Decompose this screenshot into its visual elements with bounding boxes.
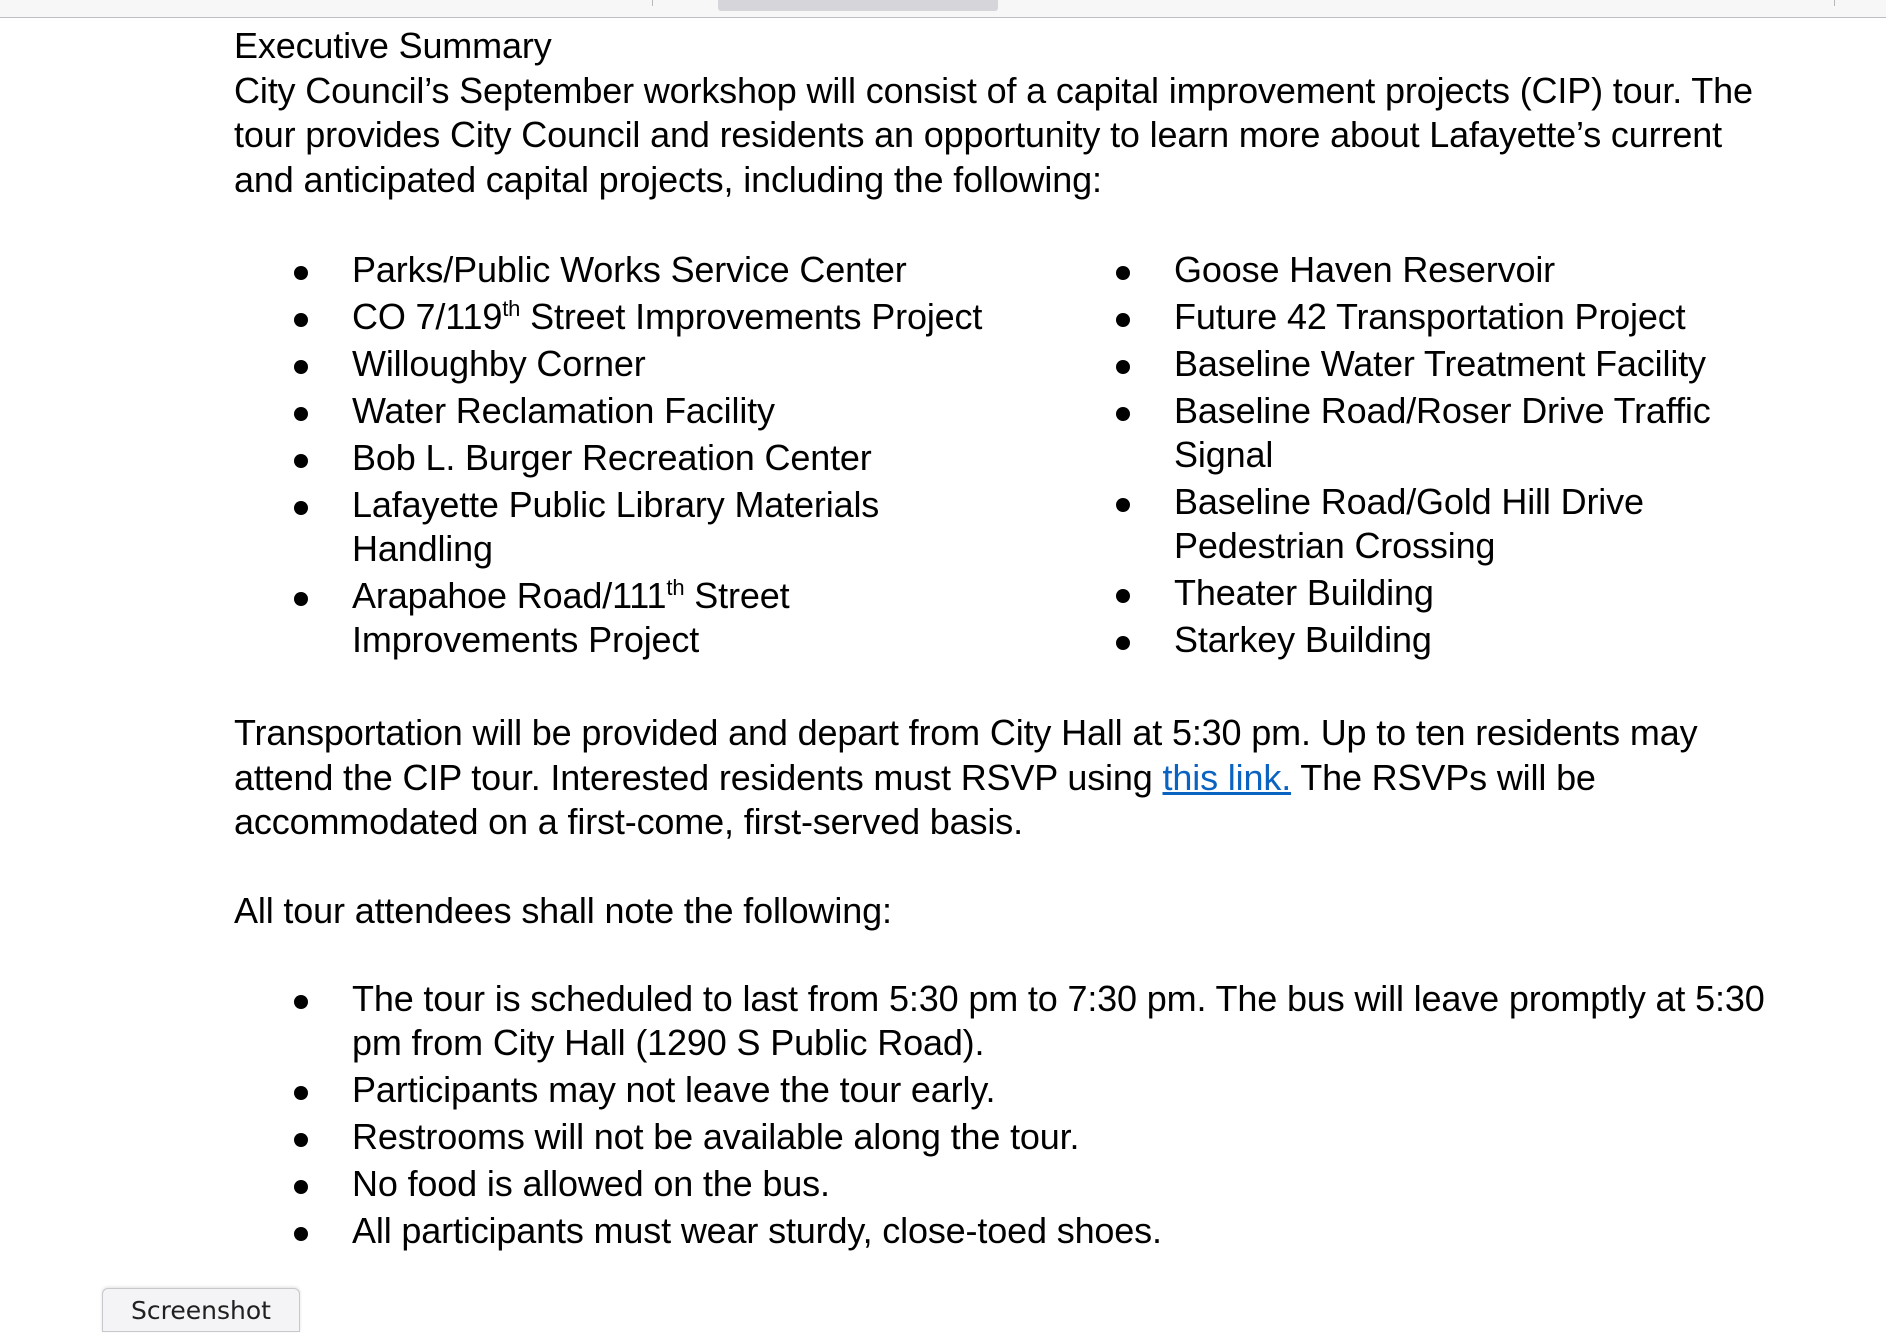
scroll-tab-indicator[interactable] <box>718 0 998 11</box>
list-item-text: Theater Building <box>1174 572 1434 613</box>
list-item-text: The tour is scheduled to last from 5:30 pm to 7:30 pm. The bus will leave promptly at 5:30 pm from City Hall (1290 S Public Road). <box>352 978 1765 1063</box>
list-item <box>234 483 1056 571</box>
bullet-icon <box>294 313 308 327</box>
project-list-left <box>234 248 1056 665</box>
bullet-icon <box>294 454 308 468</box>
list-item-text: Baseline Road/Gold Hill Drive Pedestrian Crossing <box>1174 481 1644 566</box>
list-item <box>1056 248 1756 292</box>
list-item <box>1056 618 1756 662</box>
top-toolbar-strip <box>0 0 1886 18</box>
toolbar-divider <box>652 0 653 6</box>
list-item <box>234 1068 1784 1112</box>
list-item-text: Starkey Building <box>1174 619 1432 660</box>
list-item <box>1056 571 1756 615</box>
list-item-text: Water Reclamation Facility <box>352 390 775 431</box>
list-item-text: Street Improvements Project <box>352 575 790 660</box>
bullet-icon <box>1116 266 1130 280</box>
bullet-icon <box>1116 636 1130 650</box>
list-item <box>234 1162 1784 1206</box>
list-item <box>234 1209 1784 1253</box>
bullet-icon <box>294 407 308 421</box>
bullet-icon <box>1116 407 1130 421</box>
list-item <box>234 574 1056 662</box>
list-item-text: Willoughby Corner <box>352 343 646 384</box>
bullet-icon <box>294 501 308 515</box>
section-heading: Executive Summary <box>234 25 552 66</box>
list-item-text: Lafayette Public Library Materials Handling <box>352 484 880 569</box>
project-list <box>234 248 1784 665</box>
bullet-icon <box>1116 498 1130 512</box>
list-item-text: All participants must wear sturdy, close-toed shoes. <box>352 1210 1162 1251</box>
toolbar-divider <box>1834 0 1835 6</box>
list-item-text: Baseline Road/Roser Drive Traffic Signal <box>1174 390 1711 475</box>
attendees-heading: All tour attendees shall note the following: <box>234 889 892 931</box>
transportation-text-end: The RSVPs will be accommodated on a first-come, first-served basis. <box>234 756 1596 842</box>
list-item <box>234 436 1056 480</box>
list-item-text: Bob L. Burger Recreation Center <box>352 437 872 478</box>
list-item-text: Participants may not leave the tour early. <box>352 1069 996 1110</box>
attendee-notes-list <box>234 977 1784 1253</box>
list-item <box>234 295 1056 339</box>
bullet-icon <box>294 1133 308 1147</box>
ordinal-suffix: th <box>502 296 521 321</box>
list-item <box>1056 295 1756 339</box>
list-item <box>234 248 1056 292</box>
bullet-icon <box>294 266 308 280</box>
list-item-text: Street Improvements Project <box>520 296 983 337</box>
screenshot-tab[interactable]: Screenshot <box>102 1288 300 1332</box>
spacer <box>234 202 1784 246</box>
bullet-icon <box>1116 313 1130 327</box>
list-item <box>1056 342 1756 386</box>
list-item-text: Restrooms will not be available along the tour. <box>352 1116 1080 1157</box>
transportation-paragraph <box>234 711 1784 845</box>
list-item <box>1056 389 1756 477</box>
bullet-icon <box>294 995 308 1009</box>
spacer <box>234 845 1784 889</box>
list-item <box>234 1115 1784 1159</box>
list-item <box>1056 480 1756 568</box>
list-item-text: CO 7/119 <box>352 296 503 337</box>
spacer <box>234 933 1784 977</box>
bullet-icon <box>294 1227 308 1241</box>
list-item <box>234 389 1056 433</box>
rsvp-link[interactable]: this link. <box>1162 756 1292 798</box>
list-item-text: Arapahoe Road/111 <box>352 575 667 616</box>
document-body <box>234 24 1784 1256</box>
list-item <box>234 342 1056 386</box>
project-list-right <box>1056 248 1756 665</box>
list-item-text: Baseline Water Treatment Facility <box>1174 343 1706 384</box>
bullet-icon <box>294 1180 308 1194</box>
list-item-text: No food is allowed on the bus. <box>352 1163 830 1204</box>
list-item <box>234 977 1784 1065</box>
bullet-icon <box>1116 360 1130 374</box>
ordinal-suffix: th <box>666 575 685 600</box>
bullet-icon <box>294 360 308 374</box>
list-item-text: Goose Haven Reservoir <box>1174 249 1556 290</box>
transportation-text: Transportation will be provided and depart from City Hall at 5:30 pm. Up to ten residents may attend the CIP tour. Interested residents must RSVP using <box>234 712 1698 798</box>
intro-paragraph: City Council’s September workshop will consist of a capital improvement projects (CIP) tour. The tour provides City Council and residents an opportunity to learn more about Lafayette’s current and anticipated capital projects, including the following: <box>234 69 1753 200</box>
bullet-icon <box>294 1086 308 1100</box>
list-item-text: Parks/Public Works Service Center <box>352 249 907 290</box>
bullet-icon <box>1116 589 1130 603</box>
spacer <box>234 665 1784 711</box>
bullet-icon <box>294 592 308 606</box>
list-item-text: Future 42 Transportation Project <box>1174 296 1686 337</box>
